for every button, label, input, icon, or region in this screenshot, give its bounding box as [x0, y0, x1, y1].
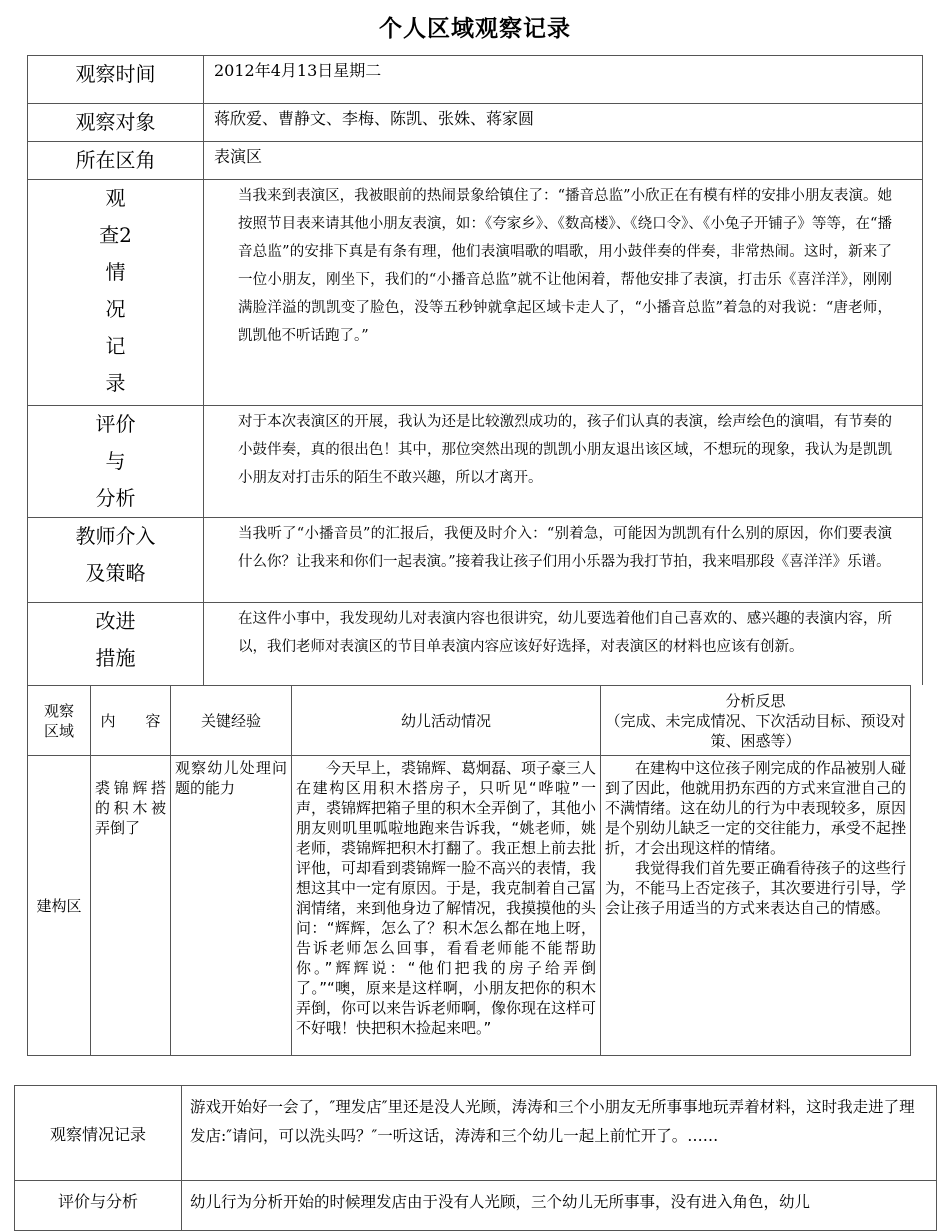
observation-label	[28, 180, 204, 406]
construction-area-table	[27, 685, 911, 1056]
observation-label-char: 录	[105, 371, 126, 395]
improve-label	[28, 603, 204, 685]
key-experience-cell: 观察幼儿处理问题的能力	[171, 756, 292, 1056]
evaluation-label	[28, 406, 204, 518]
area-cell: 建构区	[28, 756, 91, 1056]
observation-label-char: 查2	[99, 223, 132, 247]
teacher-label	[28, 518, 204, 603]
obs-record-text: 游戏开始好一会了，″理发店″里还是没人光顾，涛涛和三个小朋友无所事事地玩弄着材料，这时我走进了理发店:″请问，可以洗头吗？″一听这话，涛涛和三个幼儿一起上前忙开了。……	[182, 1086, 937, 1181]
header-reflection: 分析反思 （完成、未完成情况、下次活动目标、预设对策、困惑等）	[601, 686, 911, 756]
evaluation-label-line: 与	[105, 449, 126, 473]
observation-text: 当我来到表演区，我被眼前的热闹景象给镇住了：“播音总监”小欣正在有模有样的安排小朋友表演。她按照节目表来请其他小朋友表演，如：《夸家乡》、《数高楼》、《绕口令》、《小兔子开铺子》等等，在“播音总监”的安排下真是有条有理，他们表演唱歌的唱歌，用小鼓伴奏的伴奏，非常热闹。这时，新来了一位小朋友，刚坐下，我们的“小播音总监”就不让他闲着，帮他安排了表演，打击乐《喜洋洋》，刚刚满脸洋溢的凯凯变了脸色，没等五秒钟就拿起区域卡走人了，“小播音总监”着急的对我说：“唐老师，凯凯他不听话跑了。”	[204, 180, 923, 406]
area-value: 表演区	[204, 142, 923, 180]
teacher-label-line: 及策略	[85, 561, 146, 585]
content-cell: 裘锦辉搭的积木被弄倒了	[91, 756, 171, 1056]
time-value: 2012年4月13日星期二	[204, 56, 923, 104]
eval-analysis-label: 评价与分析	[15, 1181, 182, 1231]
teacher-text: 当我听了“小播音员”的汇报后，我便及时介入：“别着急，可能因为凯凯有什么别的原因，你们要表演什么你？让我来和你们一起表演。”接着我让孩子们用小乐器为我打节拍，我来唱那段《喜洋洋》乐谱。	[204, 518, 923, 603]
improve-label-line: 改进	[95, 609, 136, 633]
header-area: 观察 区域	[28, 686, 91, 756]
improve-text: 在这件小事中，我发现幼儿对表演内容也很讲究，幼儿要选着他们自己喜欢的、感兴趣的表演内容，所以，我们老师对表演区的节目单表演内容应该好好选择，对表演区的材料也应该有创新。	[204, 603, 923, 685]
evaluation-label-line: 评价	[95, 412, 136, 436]
observation-label-char: 记	[105, 334, 126, 358]
observation-label-char: 况	[105, 297, 126, 321]
header-key-experience: 关键经验	[171, 686, 292, 756]
improve-label-line: 措施	[95, 646, 136, 670]
eval-analysis-text: 幼儿行为分析开始的时候理发店由于没有人光顾，三个幼儿无所事事，没有进入角色，幼儿	[182, 1181, 937, 1231]
page-title: 个人区域观察记录	[379, 15, 571, 42]
observation-record-table	[27, 55, 923, 685]
observation-label-char: 情	[105, 260, 126, 284]
evaluation-text: 对于本次表演区的开展，我认为还是比较激烈成功的，孩子们认真的表演，绘声绘色的演唱，有节奏的小鼓伴奏，真的很出色！其中，那位突然出现的凯凯小朋友退出该区域，不想玩的现象，我认为是凯凯小朋友对打击乐的陌生不敢兴趣，所以才离开。	[204, 406, 923, 518]
teacher-label-line: 教师介入	[75, 524, 156, 548]
barbershop-table	[14, 1085, 937, 1231]
evaluation-label-line: 分析	[95, 486, 136, 510]
reflection-cell	[601, 756, 911, 1056]
subject-value: 蒋欣爱、曹静文、李梅、陈凯、张姝、蒋家圆	[204, 104, 923, 142]
reflection-paragraph: 我觉得我们首先要正确看待孩子的这些行为，不能马上否定孩子，其次要进行引导，学会让孩子用适当的方式来表达自己的情感。	[605, 859, 906, 917]
area-label: 所在区角	[28, 142, 204, 180]
reflection-paragraph: 在建构中这位孩子刚完成的作品被别人碰到了因此，他就用扔东西的方式来宣泄自己的不满情绪。这在幼儿的行为中表现较多，原因是个别幼儿缺乏一定的交往能力，承受不起挫折，才会出现这样的情绪。	[605, 759, 906, 857]
observation-label-char: 观	[105, 186, 126, 210]
obs-record-label: 观察情况记录	[15, 1086, 182, 1181]
header-content: 内 容	[91, 686, 171, 756]
activity-cell: 今天早上，裘锦辉、葛炯磊、项子豪三人在建构区用积木搭房子，只听见“哗啦”一声，裘锦辉把箱子里的积木全弄倒了，其他小朋友则叽里呱啦地跑来告诉我，“姚老师，姚老师，裘锦辉把积木打翻了。我正想上前去批评他，可却看到裘锦辉一脸不高兴的表情，我想这其中一定有原因。于是，我克制着自己冨润情绪，来到他身边了解情况，我摸摸他的头问：“辉辉，怎么了？积木怎么都在地上呀，告诉老师怎么回事，看看老师能不能帮助你。”辉辉说：“他们把我的房子给弄倒了。”“噢，原来是这样啊，小朋友把你的积木弄倒，你可以来告诉老师啊，像你现在这样可不好哦！快把积木捡起来吧。”	[292, 756, 601, 1056]
time-label: 观察时间	[28, 56, 204, 104]
subject-label: 观察对象	[28, 104, 204, 142]
header-activity: 幼儿活动情况	[292, 686, 601, 756]
